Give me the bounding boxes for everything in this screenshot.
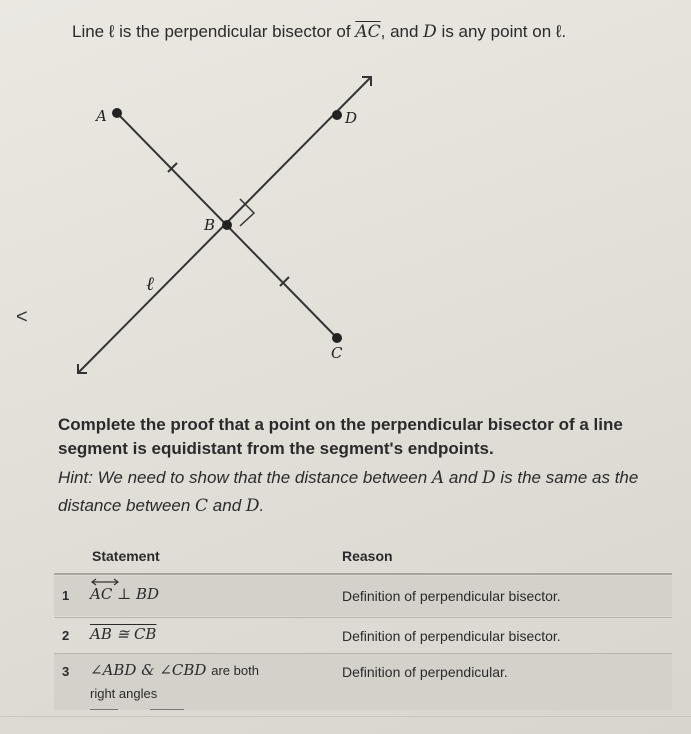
hint-text: and [208,496,246,515]
statement-cell: AB ≅ CB [90,625,157,643]
statement-text: ∠ABD & ∠CBD [90,661,207,679]
statement-cell [90,661,259,679]
problem-text: is any point on ℓ. [436,22,567,41]
problem-text: , and [380,22,424,41]
hint-point-c: C [195,496,209,516]
reason-cell: Definition of perpendicular bisector. [342,628,561,644]
row-number: 1 [62,588,70,603]
reason-cell: Definition of perpendicular. [342,664,508,680]
point-b [222,220,232,230]
label-b: B [204,216,216,234]
statement-cell [90,585,159,603]
label-c: C [331,344,343,362]
label-l: ℓ [146,273,154,295]
proof-row [54,654,672,710]
row-number: 2 [62,628,70,643]
proof-hint [58,464,678,520]
point-c [332,333,342,343]
geometry-diagram [0,55,691,395]
hint-point-d: D [245,496,260,516]
answer-blank[interactable] [90,709,118,710]
proof-row [54,576,672,616]
row-number: 3 [62,664,70,679]
proof-row [54,618,672,654]
hint-text: Hint: We need to show that the distance between [58,468,432,487]
statement-cell-line2 [90,684,157,702]
point-d [332,110,342,120]
hint-point-d: D [482,468,496,488]
problem-statement [72,22,566,42]
label-d: D [345,109,358,127]
reason-column-header: Reason [342,548,393,564]
hint-point-a: A [431,468,445,488]
point-a [112,108,122,118]
header-divider [54,573,672,575]
hint-text: . [259,496,265,515]
hint-text: is the same as the distance between [58,468,639,515]
statement-column-header: Statement [92,548,160,564]
proof-instructions: Complete the proof that a point on the perpendicular bisector of a line segment is equidistant from the segment's endpoints. [58,415,623,458]
segment-ac-label: $\overline{AC}$ [355,22,381,42]
statement-text: AC ⊥ BD [90,585,160,603]
bottom-divider [0,716,691,717]
line-arrow-icon [90,578,120,587]
answer-blank[interactable] [150,709,184,710]
hint-text: and [444,468,483,487]
previous-arrow-icon[interactable]: < [16,306,28,328]
statement-text: are both [211,663,259,678]
statement-text: right angles [90,686,158,701]
point-d-label: D [423,22,437,42]
label-a: A [96,107,107,125]
problem-text: Line ℓ is the perpendicular bisector of [72,22,356,41]
reason-cell: Definition of perpendicular bisector. [342,588,561,604]
